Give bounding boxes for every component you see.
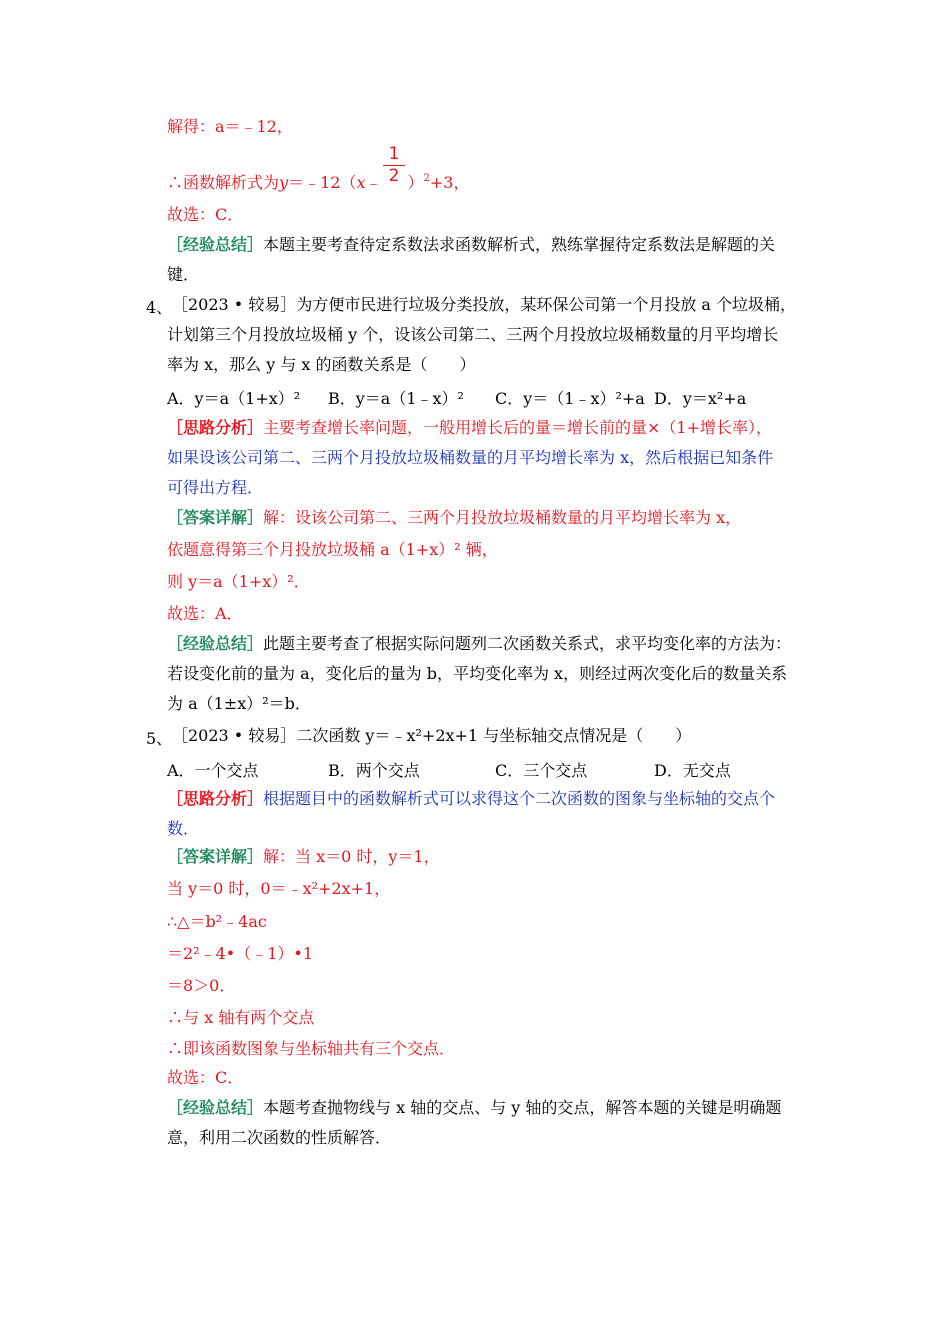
func-minus: ﹣ xyxy=(365,173,382,192)
q5-answer-line2: 当 y＝0 时，0＝﹣x²+2x+1， xyxy=(167,879,391,898)
q4-analysis-line3: 可得出方程． xyxy=(167,478,264,497)
q4-tag: ［2023 • 较易］ xyxy=(172,295,297,314)
q5-analysis-label: ［思路分析］ xyxy=(167,789,264,808)
q5-summary-line1 xyxy=(167,1098,781,1118)
q5-analysis-text1: 根据题目中的函数解析式可以求得这个二次函数的图象与坐标轴的交点个 xyxy=(263,789,776,808)
q4-summary-line1 xyxy=(167,634,791,654)
q5-stem-text: 二次函数 y＝﹣x²+2x+1 与坐标轴交点情况是（ ） xyxy=(296,726,692,745)
q5-stem xyxy=(172,726,691,746)
q5-option-b: B．两个交点 xyxy=(328,761,420,780)
func-eq: ＝﹣12（ xyxy=(288,173,357,192)
func-x: x xyxy=(356,173,366,192)
func-y: y xyxy=(279,173,289,192)
function-expression-line xyxy=(167,173,469,193)
func-pow: 2 xyxy=(423,173,430,184)
q4-analysis-text1: 主要考查增长率问题，一般用增长后的量＝增长前的量×（1+增长率）， xyxy=(263,418,773,437)
fraction-numerator: 1 xyxy=(388,144,400,164)
q4-summary-line2: 若设变化前的量为 a，变化后的量为 b，平均变化率为 x，则经过两次变化后的数量关系 xyxy=(167,664,788,683)
q5-answer-text1: 解：当 x＝0 时，y＝1， xyxy=(263,847,440,866)
q4-answer-text1: 解：设该公司第二、三两个月投放垃圾桶数量的月平均增长率为 x， xyxy=(263,508,742,527)
q5-summary-text1: 本题考查抛物线与 x 轴的交点、与 y 轴的交点，解答本题的关键是明确题 xyxy=(263,1098,782,1117)
func-close: ） xyxy=(407,173,424,192)
q5-answer-line7: ∴即该函数图象与坐标轴共有三个交点． xyxy=(167,1039,456,1058)
q4-number: 4、 xyxy=(146,298,173,317)
q5-answer-line1 xyxy=(167,847,440,867)
q4-option-d: D．y＝x²+a xyxy=(654,389,747,408)
q4-option-a: A．y＝a（1+x）² xyxy=(167,389,301,408)
prev-choose: 故选：C． xyxy=(167,205,244,224)
q4-choose: 故选：A． xyxy=(167,604,243,623)
q5-summary-line2: 意，利用二次函数的性质解答． xyxy=(167,1128,392,1147)
q5-choose: 故选：C． xyxy=(167,1068,244,1087)
q4-summary-line3: 为 a（1±x）²＝b． xyxy=(167,694,311,713)
q4-analysis-line1 xyxy=(167,418,772,438)
q5-answer-label: ［答案详解］ xyxy=(167,847,264,866)
q5-answer-line4: ＝2²﹣4•（﹣1）•1 xyxy=(167,944,314,963)
func-prefix: ∴函数解析式为 xyxy=(167,173,280,192)
solve-line: 解得：a＝﹣12， xyxy=(167,117,293,136)
q4-analysis-line2: 如果设该公司第二、三两个月投放垃圾桶数量的月平均增长率为 x，然后根据已知条件 xyxy=(167,448,774,467)
summary-label: ［经验总结］ xyxy=(167,235,264,254)
q5-analysis-line1 xyxy=(167,789,775,809)
func-end: +3， xyxy=(429,173,470,192)
q4-answer-line3: 则 y＝a（1+x）²． xyxy=(167,572,310,591)
q4-option-b: B．y＝a（1﹣x）² xyxy=(328,389,464,408)
q4-answer-line1 xyxy=(167,508,741,528)
q4-stem-line2: 计划第三个月投放垃圾桶 y 个，设该公司第二、三两个月投放垃圾桶数量的月平均增长 xyxy=(167,325,779,344)
q5-option-d: D．无交点 xyxy=(654,761,731,780)
q4-stem-line3: 率为 x，那么 y 与 x 的函数关系是（ ） xyxy=(167,355,476,374)
q5-answer-line3: ∴△＝b²﹣4ac xyxy=(167,912,267,931)
q4-option-c: C．y＝（1﹣x）²+a xyxy=(495,389,645,408)
q5-summary-label: ［经验总结］ xyxy=(167,1098,264,1117)
q5-option-c: C．三个交点 xyxy=(495,761,588,780)
prev-summary-line1 xyxy=(167,235,775,255)
prev-summary-line2: 键． xyxy=(167,265,200,284)
q4-summary-label: ［经验总结］ xyxy=(167,634,264,653)
q5-number: 5、 xyxy=(146,729,173,748)
q4-summary-text1: 此题主要考查了根据实际问题列二次函数关系式，求平均变化率的方法为： xyxy=(263,634,792,653)
q5-analysis-line2: 数． xyxy=(167,819,200,838)
q4-analysis-label: ［思路分析］ xyxy=(167,418,264,437)
q5-answer-line5: ＝8＞0． xyxy=(167,976,236,995)
summary-text: 本题主要考查待定系数法求函数解析式，熟练掌握待定系数法是解题的关 xyxy=(263,235,776,254)
q4-answer-line2: 依题意得第三个月投放垃圾桶 a（1+x）² 辆， xyxy=(167,540,498,559)
q4-stem-line1 xyxy=(172,295,796,315)
fraction-denominator: 2 xyxy=(388,166,400,186)
q5-answer-line6: ∴与 x 轴有两个交点 xyxy=(167,1008,315,1027)
q5-option-a: A．一个交点 xyxy=(167,761,259,780)
q4-line1-text: 为方便市民进行垃圾分类投放，某环保公司第一个月投放 a 个垃圾桶， xyxy=(296,295,797,314)
q5-tag: ［2023 • 较易］ xyxy=(172,726,297,745)
q4-answer-label: ［答案详解］ xyxy=(167,508,264,527)
